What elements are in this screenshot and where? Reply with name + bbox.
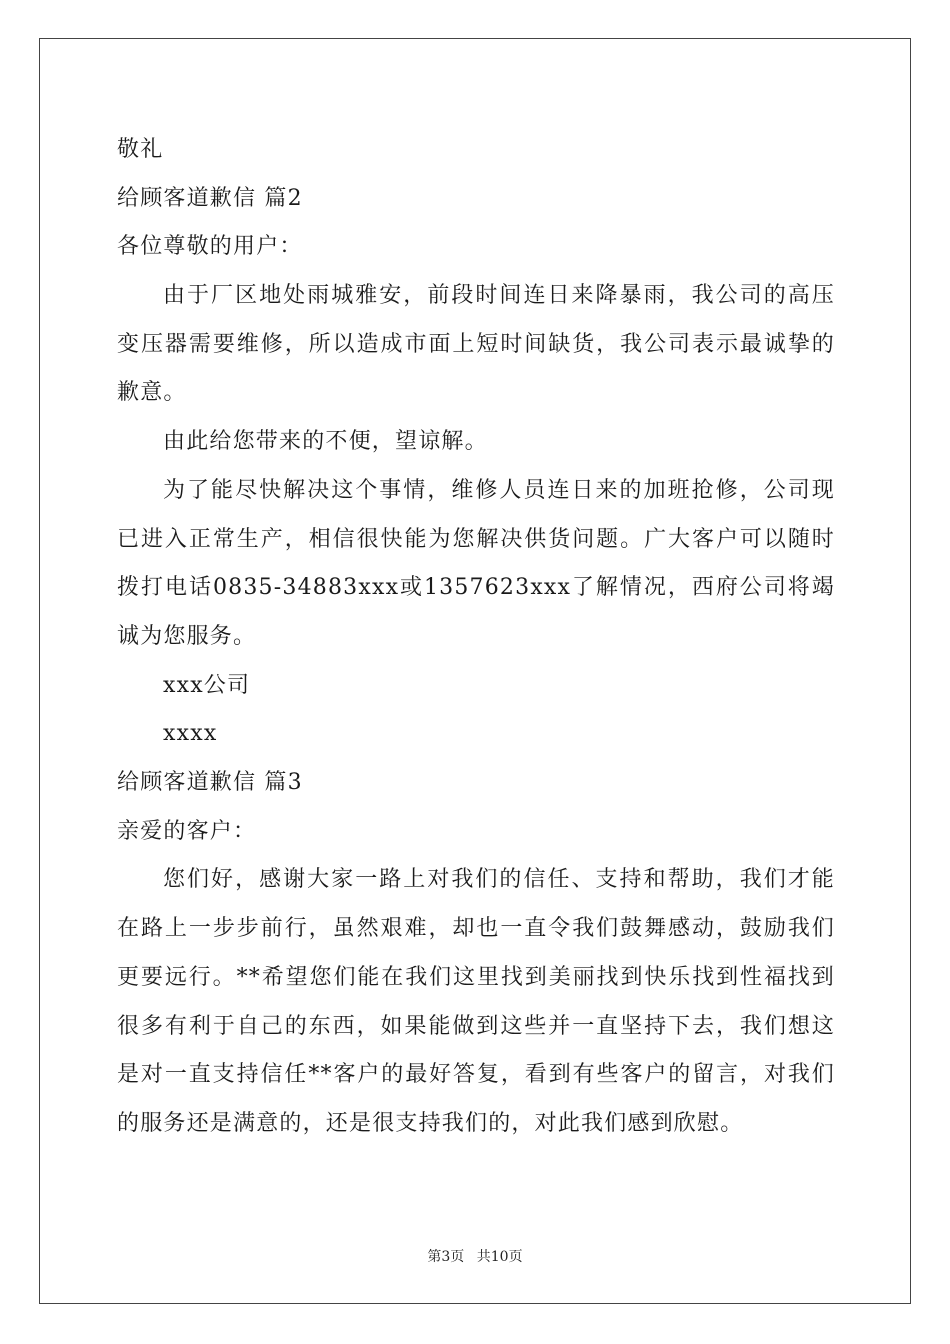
section-title-2: 给顾客道歉信 篇2	[117, 185, 303, 211]
page-total: 共10页	[476, 1249, 523, 1265]
paragraph-2-2: 由此给您带来的不便，望谅解。	[163, 429, 488, 455]
greeting-2: 各位尊敬的用户：	[117, 234, 303, 260]
paragraph-2-3: 为了能尽快解决这个事情，维修人员连日来的加班抢修，公司现已进入正常生产，相信很快能为您解决供货问题。广大客户可以随时拨打电话0835-34883xxx或1357623xxx了解情况，西府公司将竭诚为您服务。	[117, 477, 835, 649]
closing-line: 敬礼	[117, 137, 164, 162]
signature-company: xxx公司	[163, 672, 251, 698]
paragraph-3-1: 您们好，感谢大家一路上对我们的信任、支持和帮助，我们才能在路上一步步前行，虽然艰难，却也一直令我们鼓舞感动，鼓励我们更要远行。**希望您们能在我们这里找到美丽找到快乐找到性福找到很多有利于自己的东西，如果能做到这些并一直坚持下去，我们想这是对一直支持信任**客户的最好答复，看到有些客户的留言，对我们的服务还是满意的，还是很支持我们的，对此我们感到欣慰。	[117, 867, 835, 1136]
section-title-3: 给顾客道歉信 篇3	[117, 770, 303, 796]
signature-date: xxxx	[163, 721, 218, 747]
document-body	[117, 126, 835, 1149]
page-number: 第3页	[427, 1249, 465, 1265]
greeting-3: 亲爱的客户：	[117, 818, 257, 844]
page-footer	[0, 1246, 950, 1266]
paragraph-2-1: 由于厂区地处雨城雅安，前段时间连日来降暴雨，我公司的高压变压器需要维修，所以造成市面上短时间缺货，我公司表示最诚挚的歉意。	[117, 283, 835, 406]
